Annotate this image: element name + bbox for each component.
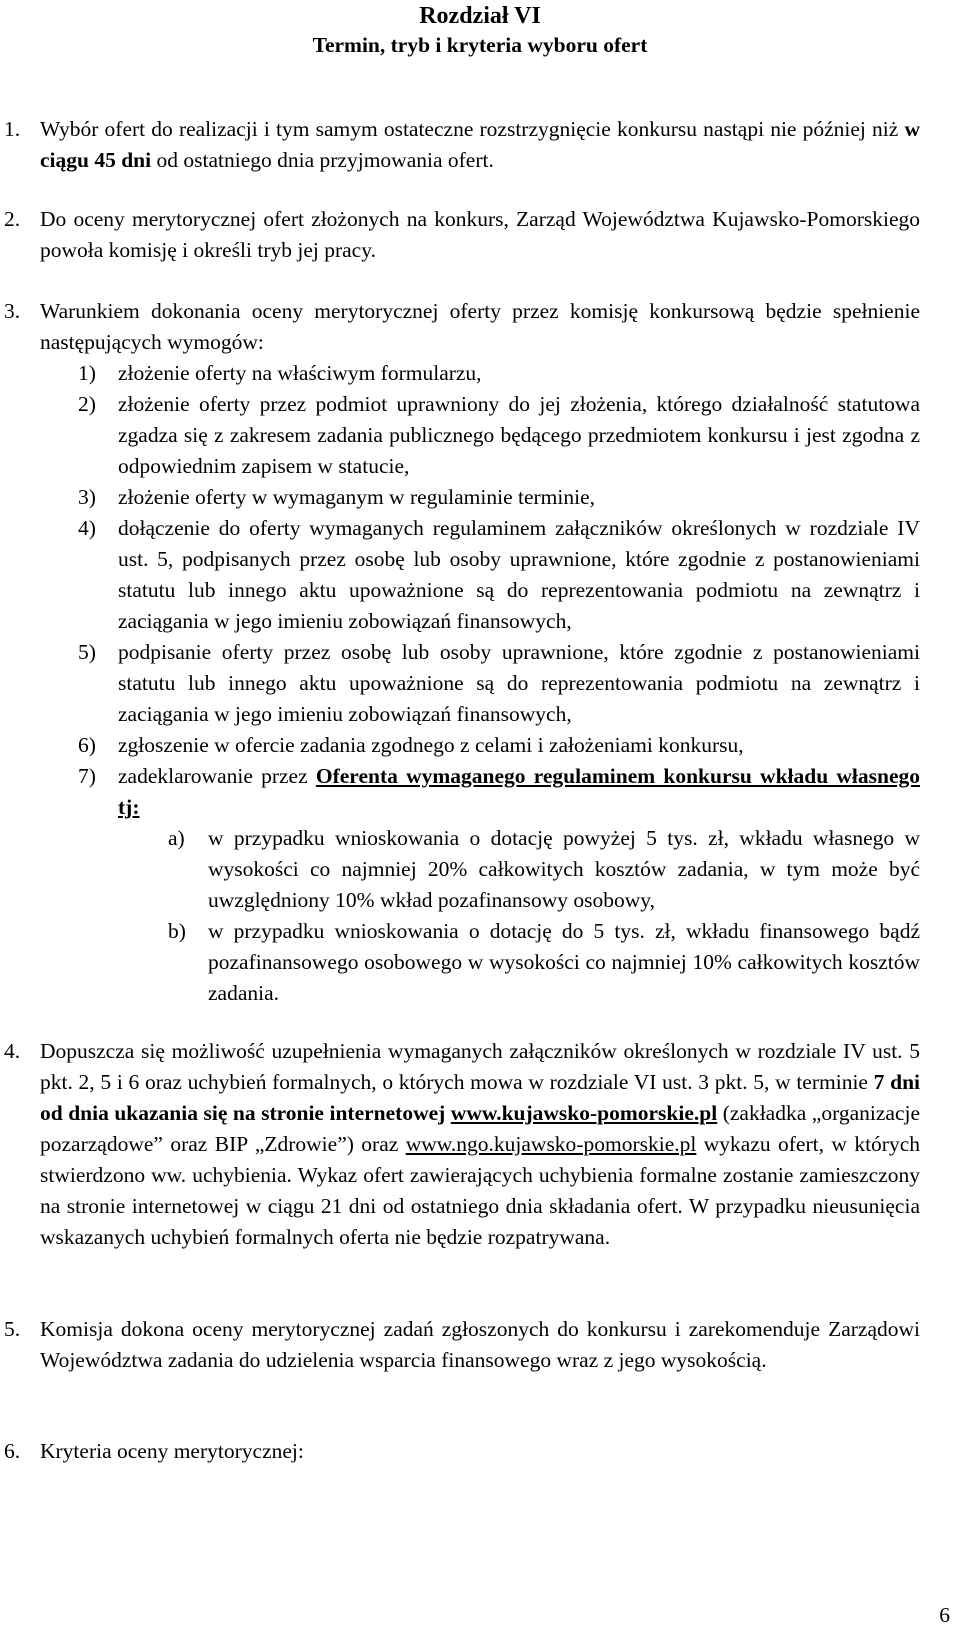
item-number: 3) bbox=[78, 485, 96, 509]
page-number: 6 bbox=[939, 1603, 950, 1627]
section-text: Do oceny merytorycznej ofert złożonych na konkurs, Zarząd Województwa Kujawsko-Pomorskiego powoła komisję i określi tryb jej pracy. bbox=[40, 207, 920, 262]
section-text-end: wykazu ofert, w których stwierdzono ww. uchybienia. Wykaz ofert zawierających uchybienia formalne zostanie zamieszczony na stronie internetowej w ciągu 21 dni od ostatniego dnia składania ofert. W przypadku nieusunięcia wskazanych uchybień formalnych oferta nie będzie rozpatrywana. bbox=[40, 1132, 920, 1249]
deadline-emphasis: w ciągu 45 dni bbox=[40, 117, 920, 172]
item-text: dołączenie do oferty wymaganych regulaminem załączników określonych w rozdziale IV ust. 5, podpisanych przez osobę lub osoby uprawnione, które zgodnie z postanowieniami statutu lub innego aktu upoważnione są do reprezentowania podmiotu na zewnątrz i zaciągania w jego imieniu zobowiązań finansowych, bbox=[118, 516, 920, 633]
section-text: Dopuszcza się możliwość uzupełnienia wymaganych załączników określonych w rozdziale IV ust. 5 pkt. 2, 5 i 6 oraz uchybień formalnych, o których mowa w rozdziale VI ust. 3 pkt. 5, w terminie bbox=[40, 1039, 920, 1094]
sub-item-text: w przypadku wnioskowania o dotację do 5 tys. zł, wkładu finansowego bądź pozafinansowego osobowego w wysokości co najmniej 10% całkowitych kosztów zadania. bbox=[208, 919, 920, 1005]
section-6 bbox=[0, 1436, 960, 1467]
item-text: złożenie oferty przez podmiot uprawniony do jej złożenia, którego działalność statutowa zgadza się z zakresem zadania publicznego będącego przedmiotem konkursu i jest zgodna z odpowiednim zapisem w statucie, bbox=[118, 392, 920, 478]
item-text: zgłoszenie w ofercie zadania zgodnego z celami i założeniami konkursu, bbox=[118, 733, 744, 757]
section-5 bbox=[0, 1314, 960, 1376]
item-number: 5) bbox=[78, 640, 96, 664]
sub-list-item bbox=[0, 916, 960, 1009]
item-number: 2) bbox=[78, 392, 96, 416]
section-number: 2. bbox=[4, 207, 21, 231]
list-item bbox=[0, 637, 960, 730]
list-item bbox=[0, 358, 960, 389]
list-item bbox=[0, 513, 960, 637]
sub-item-letter: a) bbox=[168, 826, 185, 850]
section-text: Wybór ofert do realizacji i tym samym ostateczne rozstrzygnięcie konkursu nastąpi nie później niż bbox=[40, 117, 905, 141]
section-4 bbox=[0, 1036, 960, 1253]
section-number: 1. bbox=[4, 117, 21, 141]
own-contribution-emphasis: Oferenta wymaganego regulaminem konkursu wkładu własnego tj: bbox=[118, 764, 920, 819]
section-text-end: od ostatniego dnia przyjmowania ofert. bbox=[151, 148, 494, 172]
item-text: złożenie oferty w wymaganym w regulaminie terminie, bbox=[118, 485, 596, 509]
sub-item-letter: b) bbox=[168, 919, 186, 943]
sub-item-text: w przypadku wnioskowania o dotację powyżej 5 tys. zł, wkładu własnego w wysokości co najmniej 20% całkowitych kosztów zadania, w tym może być uwzględniony 10% wkład pozafinansowy osobowy, bbox=[208, 826, 920, 912]
list-item bbox=[0, 482, 960, 513]
item-text: podpisanie oferty przez osobę lub osoby uprawnione, które zgodnie z postanowieniami statutu lub innego aktu upoważnione są do reprezentowania podmiotu na zewnątrz i zaciągania w jego imieniu zobowiązań finansowych, bbox=[118, 640, 920, 726]
item-text: zadeklarowanie przez bbox=[118, 764, 316, 788]
deadline-emphasis: 7 dni od dnia ukazania się na stronie internetowej bbox=[40, 1070, 920, 1125]
item-number: 1) bbox=[78, 361, 96, 385]
section-number: 4. bbox=[4, 1039, 21, 1063]
section-number: 6. bbox=[4, 1439, 21, 1463]
section-text: Kryteria oceny merytorycznej: bbox=[40, 1439, 304, 1463]
item-number: 6) bbox=[78, 733, 96, 757]
section-1 bbox=[0, 114, 960, 176]
item-number: 7) bbox=[78, 764, 96, 788]
section-3 bbox=[0, 296, 960, 1009]
list-item bbox=[0, 761, 960, 823]
sub-list-item bbox=[0, 823, 960, 916]
chapter-subtitle: Termin, tryb i kryteria wyboru ofert bbox=[312, 33, 648, 57]
section-2 bbox=[0, 204, 960, 266]
chapter-title: Rozdział VI bbox=[419, 3, 541, 29]
section-text: Komisja dokona oceny merytorycznej zadań zgłoszonych do konkursu i zarekomenduje Zarządowi Województwa zadania do udzielenia wsparcia finansowego wraz z jego wysokością. bbox=[40, 1317, 920, 1372]
section-text-mid: (zakładka „organizacje pozarządowe” oraz BIP „Zdrowie”) oraz bbox=[40, 1101, 920, 1156]
list-item bbox=[0, 389, 960, 482]
ngo-website-link[interactable]: www.ngo.kujawsko-pomorskie.pl bbox=[405, 1132, 697, 1156]
item-text: złożenie oferty na właściwym formularzu, bbox=[118, 361, 482, 385]
section-number: 3. bbox=[4, 299, 21, 323]
section-number: 5. bbox=[4, 1317, 21, 1341]
section-intro: Warunkiem dokonania oceny merytorycznej oferty przez komisję konkursową będzie spełnienie następujących wymogów: bbox=[40, 299, 920, 354]
item-number: 4) bbox=[78, 516, 96, 540]
website-link[interactable]: www.kujawsko-pomorskie.pl bbox=[450, 1101, 718, 1125]
list-item bbox=[0, 730, 960, 761]
